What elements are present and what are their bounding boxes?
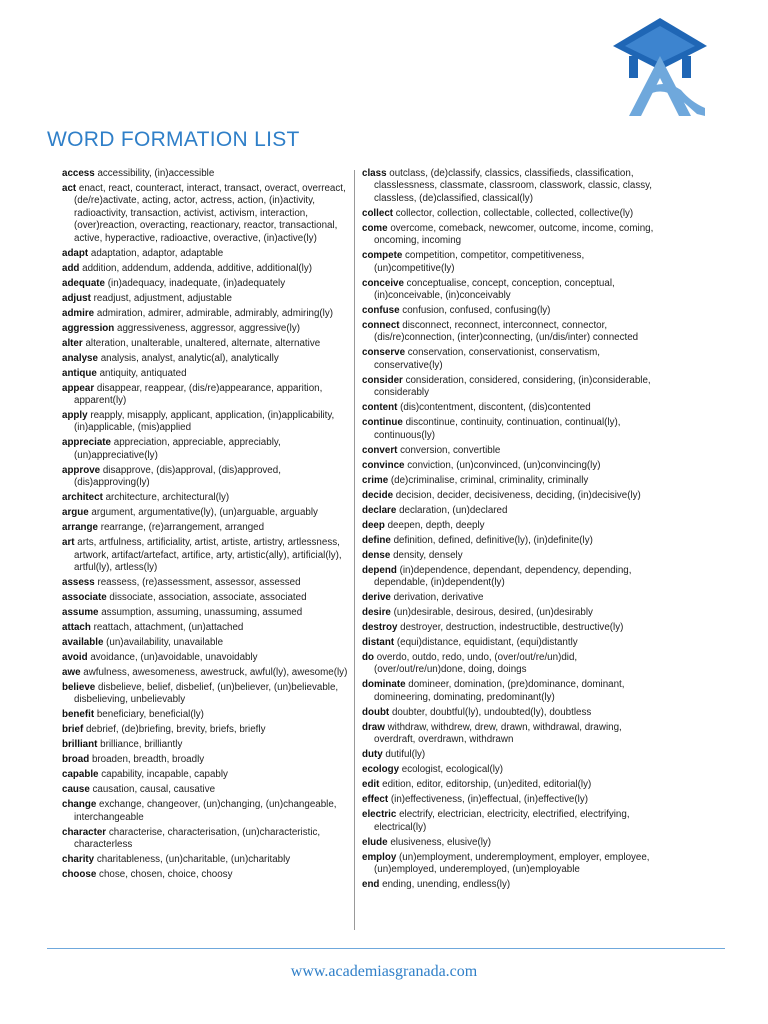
word-entry bbox=[62, 248, 349, 260]
word-forms: consideration, considered, considering, (in)considerable, considerably bbox=[374, 374, 651, 399]
headword: add bbox=[62, 262, 80, 274]
headword: electric bbox=[362, 809, 397, 821]
word-entry bbox=[362, 607, 660, 619]
headword: convince bbox=[362, 459, 405, 471]
word-forms: derivation, derivative bbox=[393, 592, 484, 604]
word-forms: arts, artfulness, artificiality, artist, artiste, artistry, artlessness, artwork, artifact/artefact, artifice, arty, artistic(ally), artificial(ly), artful(ly), artless(ly) bbox=[74, 537, 342, 574]
word-entry bbox=[62, 739, 349, 751]
word-entry bbox=[62, 410, 349, 435]
word-entry bbox=[62, 368, 349, 380]
footer-divider bbox=[47, 948, 725, 949]
word-entry bbox=[362, 305, 660, 317]
headword: cause bbox=[62, 784, 90, 796]
headword: do bbox=[362, 652, 374, 664]
word-entry bbox=[62, 492, 349, 504]
word-entry bbox=[62, 537, 349, 574]
word-forms: alteration, unalterable, unaltered, alternate, alternative bbox=[85, 337, 321, 349]
headword: declare bbox=[362, 504, 397, 516]
word-entry bbox=[62, 522, 349, 534]
word-forms: admiration, admirer, admirable, admirably, admiring(ly) bbox=[96, 307, 333, 319]
word-entry bbox=[362, 852, 660, 877]
word-forms: domineer, domination, (pre)dominance, dominant, domineering, dominating, predominant(ly) bbox=[374, 679, 625, 703]
headword: consider bbox=[362, 374, 403, 386]
headword: class bbox=[362, 168, 387, 179]
word-list-left-column bbox=[62, 168, 349, 884]
word-entry bbox=[62, 784, 349, 796]
word-forms: conservation, conservationist, conservatism, conservative(ly) bbox=[374, 347, 600, 371]
headword: desire bbox=[362, 607, 391, 619]
word-list-right-column bbox=[362, 168, 660, 894]
word-forms: electrify, electrician, electricity, electrified, electrifying, electrical(ly) bbox=[374, 809, 630, 833]
word-forms: ecologist, ecological(ly) bbox=[401, 764, 504, 776]
word-entry bbox=[362, 550, 660, 562]
headword: attach bbox=[62, 622, 91, 634]
word-entry bbox=[62, 754, 349, 766]
word-forms: debrief, (de)briefing, brevity, briefs, briefly bbox=[85, 724, 266, 736]
headword: access bbox=[62, 168, 95, 179]
word-forms: argument, argumentative(ly), (un)arguable, arguably bbox=[91, 507, 318, 519]
word-entry bbox=[362, 375, 660, 400]
word-entry bbox=[362, 278, 660, 303]
word-forms: awfulness, awesomeness, awestruck, awful(ly), awesome(ly) bbox=[83, 667, 348, 679]
headword: art bbox=[62, 537, 75, 549]
headword: avoid bbox=[62, 652, 88, 664]
word-entry bbox=[362, 505, 660, 517]
headword: assume bbox=[62, 607, 99, 619]
word-forms: (un)employment, underemployment, employer, employee, (un)employed, underemployed, (un)employable bbox=[374, 851, 650, 876]
headword: argue bbox=[62, 507, 89, 519]
word-forms: charitableness, (un)charitable, (un)charitably bbox=[96, 854, 291, 866]
word-entry bbox=[362, 707, 660, 719]
word-forms: (equi)distance, equidistant, (equi)distantly bbox=[396, 637, 578, 649]
headword: deep bbox=[362, 519, 385, 531]
word-entry bbox=[362, 460, 660, 472]
word-entry bbox=[362, 679, 660, 704]
word-forms: disappear, reappear, (dis/re)appearance, apparition, apparent(ly) bbox=[74, 382, 323, 407]
word-entry bbox=[62, 652, 349, 664]
word-forms: dissociate, association, associate, associated bbox=[109, 592, 307, 604]
word-forms: (in)dependence, dependant, dependency, depending, dependable, (in)dependent(ly) bbox=[374, 564, 632, 589]
word-forms: definition, defined, definitive(ly), (in)definite(ly) bbox=[393, 534, 593, 546]
word-forms: characterise, characterisation, (un)characteristic, characterless bbox=[74, 826, 321, 851]
word-forms: exchange, changeover, (un)changing, (un)changeable, interchangeable bbox=[74, 799, 337, 823]
headword: effect bbox=[362, 794, 389, 806]
word-forms: architecture, architectural(ly) bbox=[105, 492, 230, 504]
word-entry bbox=[62, 383, 349, 408]
word-entry bbox=[362, 347, 660, 372]
headword: end bbox=[362, 879, 380, 891]
headword: convert bbox=[362, 444, 398, 456]
word-entry bbox=[362, 779, 660, 791]
headword: conceive bbox=[362, 277, 404, 289]
headword: brief bbox=[62, 724, 84, 736]
word-forms: disapprove, (dis)approval, (dis)approved, (dis)approving(ly) bbox=[74, 464, 281, 489]
headword: crime bbox=[362, 474, 389, 486]
word-forms: readjust, adjustment, adjustable bbox=[93, 292, 232, 304]
word-entry bbox=[362, 592, 660, 604]
word-entry bbox=[362, 879, 660, 891]
headword: antique bbox=[62, 367, 97, 379]
word-entry bbox=[362, 749, 660, 761]
headword: adjust bbox=[62, 292, 91, 304]
word-entry bbox=[62, 308, 349, 320]
headword: admire bbox=[62, 307, 95, 319]
headword: draw bbox=[362, 721, 385, 733]
headword: capable bbox=[62, 769, 99, 781]
headword: broad bbox=[62, 754, 90, 766]
word-entry bbox=[362, 565, 660, 590]
word-forms: decision, decider, decisiveness, deciding, (in)decisive(ly) bbox=[395, 489, 641, 501]
word-entry bbox=[62, 577, 349, 589]
headword: associate bbox=[62, 592, 107, 604]
headword: adequate bbox=[62, 277, 106, 289]
word-entry bbox=[362, 445, 660, 457]
headword: confuse bbox=[362, 305, 400, 317]
word-forms: conviction, (un)convinced, (un)convincing(ly) bbox=[407, 459, 601, 471]
word-entry bbox=[362, 475, 660, 487]
headword: decide bbox=[362, 489, 394, 501]
word-entry bbox=[62, 592, 349, 604]
word-entry bbox=[62, 293, 349, 305]
word-entry bbox=[362, 402, 660, 414]
word-entry bbox=[362, 809, 660, 834]
word-entry bbox=[62, 437, 349, 462]
word-entry bbox=[62, 507, 349, 519]
word-entry bbox=[62, 827, 349, 852]
word-forms: (un)desirable, desirous, desired, (un)desirably bbox=[393, 607, 593, 619]
headword: elude bbox=[362, 836, 388, 848]
headword: ecology bbox=[362, 764, 400, 776]
word-entry bbox=[62, 168, 349, 180]
word-entry bbox=[362, 794, 660, 806]
headword: awe bbox=[62, 667, 81, 679]
word-forms: outclass, (de)classify, classics, classifieds, classification, classlessness, classmate, classroom, classwork, classic, classy, classless, (de)classified, classical(ly) bbox=[374, 168, 653, 204]
word-forms: competition, competitor, competitiveness, (un)competitive(ly) bbox=[374, 250, 585, 274]
word-forms: deepen, depth, deeply bbox=[387, 519, 485, 531]
word-forms: declaration, (un)declared bbox=[399, 504, 508, 516]
headword: depend bbox=[362, 564, 397, 576]
headword: collect bbox=[362, 207, 394, 219]
word-entry bbox=[362, 168, 660, 205]
word-entry bbox=[62, 263, 349, 275]
headword: change bbox=[62, 799, 97, 811]
word-entry bbox=[62, 353, 349, 365]
word-forms: destroyer, destruction, indestructible, destructive(ly) bbox=[400, 622, 624, 634]
headword: assess bbox=[62, 577, 95, 589]
word-entry bbox=[62, 338, 349, 350]
word-forms: chose, chosen, choice, choosy bbox=[99, 869, 233, 881]
word-forms: collector, collection, collectable, collected, collective(ly) bbox=[395, 207, 634, 219]
headword: duty bbox=[362, 749, 383, 761]
headword: apply bbox=[62, 410, 88, 422]
word-entry bbox=[62, 709, 349, 721]
word-entry bbox=[362, 520, 660, 532]
headword: doubt bbox=[362, 706, 390, 718]
headword: derive bbox=[362, 592, 391, 604]
word-entry bbox=[362, 250, 660, 275]
word-forms: capability, incapable, capably bbox=[101, 769, 228, 781]
word-forms: elusiveness, elusive(ly) bbox=[390, 836, 492, 848]
word-forms: overcome, comeback, newcomer, outcome, income, coming, oncoming, incoming bbox=[374, 222, 654, 247]
headword: dominate bbox=[362, 679, 406, 691]
word-entry bbox=[362, 652, 660, 677]
word-entry bbox=[362, 764, 660, 776]
headword: character bbox=[62, 826, 107, 838]
word-forms: conversion, convertible bbox=[400, 444, 501, 456]
word-entry bbox=[62, 769, 349, 781]
word-forms: broaden, breadth, broadly bbox=[91, 754, 205, 766]
word-entry bbox=[362, 208, 660, 220]
word-entry bbox=[62, 724, 349, 736]
word-forms: confusion, confused, confusing(ly) bbox=[402, 305, 551, 317]
word-entry bbox=[62, 869, 349, 881]
headword: compete bbox=[362, 250, 403, 262]
headword: employ bbox=[362, 851, 397, 863]
word-forms: disbelieve, belief, disbelief, (un)believer, (un)believable, disbelieving, unbelievably bbox=[74, 682, 339, 706]
word-forms: (in)adequacy, inadequate, (in)adequately bbox=[107, 277, 286, 289]
word-forms: discontinue, continuity, continuation, continual(ly), continuous(ly) bbox=[374, 417, 621, 441]
word-entry bbox=[62, 799, 349, 824]
headword: architect bbox=[62, 492, 103, 504]
word-forms: reapply, misapply, applicant, application, (in)applicability, (in)applicable, (mis)applied bbox=[74, 410, 335, 434]
word-forms: appreciation, appreciable, appreciably, (un)appreciative(ly) bbox=[74, 437, 281, 461]
word-forms: reassess, (re)assessment, assessor, assessed bbox=[97, 577, 301, 589]
word-entry bbox=[362, 637, 660, 649]
word-entry bbox=[362, 722, 660, 747]
word-entry bbox=[62, 622, 349, 634]
headword: adapt bbox=[62, 247, 89, 259]
word-forms: (un)availability, unavailable bbox=[106, 637, 224, 649]
word-forms: dutiful(ly) bbox=[385, 749, 426, 761]
headword: content bbox=[362, 402, 398, 414]
word-entry bbox=[362, 837, 660, 849]
headword: define bbox=[362, 534, 391, 546]
word-forms: analysis, analyst, analytic(al), analytically bbox=[100, 352, 279, 364]
word-forms: enact, react, counteract, interact, transact, overact, overreact, (de/re)activate, acting, actor, actress, action, (in)activity, radioactivity, transaction, activist, activism, interaction, (over)reaction, overacting, reactionary, reactor, transactional, active, hyperactive, radioactive, overactive, (in)active(ly) bbox=[74, 183, 346, 244]
word-forms: density, densely bbox=[393, 549, 463, 561]
word-entry bbox=[62, 667, 349, 679]
word-entry bbox=[362, 223, 660, 248]
word-forms: reattach, attachment, (un)attached bbox=[93, 622, 244, 634]
word-entry bbox=[362, 417, 660, 442]
word-entry bbox=[62, 607, 349, 619]
word-forms: assumption, assuming, unassuming, assumed bbox=[101, 607, 303, 619]
word-forms: withdraw, withdrew, drew, drawn, withdrawal, drawing, overdraft, overdrawn, withdrawn bbox=[374, 721, 622, 746]
headword: connect bbox=[362, 320, 400, 332]
word-forms: addition, addendum, addenda, additive, additional(ly) bbox=[82, 262, 313, 274]
headword: benefit bbox=[62, 709, 95, 721]
word-forms: disconnect, reconnect, interconnect, connector, (dis/re)connection, (inter)connecting, (un/dis/inter) connected bbox=[374, 320, 639, 344]
word-forms: beneficiary, beneficial(ly) bbox=[96, 709, 204, 721]
headword: edit bbox=[362, 779, 380, 791]
word-forms: ending, unending, endless(ly) bbox=[382, 879, 511, 891]
word-entry bbox=[62, 854, 349, 866]
column-divider bbox=[354, 170, 355, 930]
word-forms: avoidance, (un)avoidable, unavoidably bbox=[90, 652, 258, 664]
word-forms: overdo, outdo, redo, undo, (over/out/re/un)did, (over/out/re/un)done, doing, doings bbox=[374, 652, 578, 676]
headword: continue bbox=[362, 417, 403, 429]
word-entry bbox=[62, 637, 349, 649]
headword: arrange bbox=[62, 522, 98, 534]
word-forms: doubter, doubtful(ly), undoubted(ly), doubtless bbox=[391, 706, 592, 718]
logo-cap-tassel-left bbox=[629, 56, 638, 78]
word-entry bbox=[62, 323, 349, 335]
headword: appreciate bbox=[62, 437, 112, 449]
word-forms: rearrange, (re)arrangement, arranged bbox=[100, 522, 265, 534]
word-forms: aggressiveness, aggressor, aggressive(ly) bbox=[117, 322, 300, 334]
word-entry bbox=[62, 682, 349, 707]
headword: dense bbox=[362, 549, 391, 561]
headword: available bbox=[62, 637, 104, 649]
word-entry bbox=[62, 278, 349, 290]
word-forms: edition, editor, editorship, (un)edited, editorial(ly) bbox=[382, 779, 592, 791]
logo-cap-tassel-right bbox=[682, 56, 691, 78]
headword: alter bbox=[62, 337, 83, 349]
headword: analyse bbox=[62, 352, 98, 364]
headword: distant bbox=[362, 637, 395, 649]
headword: choose bbox=[62, 869, 97, 881]
word-entry bbox=[362, 320, 660, 345]
word-forms: (dis)contentment, discontent, (dis)contented bbox=[400, 402, 591, 414]
word-entry bbox=[362, 535, 660, 547]
headword: approve bbox=[62, 464, 101, 476]
word-forms: conceptualise, concept, conception, conceptual, (in)conceivable, (in)conceivably bbox=[374, 277, 615, 302]
headword: brilliant bbox=[62, 739, 98, 751]
headword: destroy bbox=[362, 622, 398, 634]
word-forms: accessibility, (in)accessible bbox=[97, 168, 215, 179]
word-forms: (in)effectiveness, (in)effectual, (in)effective(ly) bbox=[390, 794, 588, 806]
headword: charity bbox=[62, 854, 95, 866]
word-entry bbox=[362, 490, 660, 502]
headword: appear bbox=[62, 382, 95, 394]
word-forms: brilliance, brilliantly bbox=[100, 739, 183, 751]
word-forms: antiquity, antiquated bbox=[99, 367, 187, 379]
footer-url: www.academiasgranada.com bbox=[290, 963, 478, 980]
graduation-cap-a-logo-icon bbox=[611, 16, 709, 120]
headword: believe bbox=[62, 682, 96, 694]
word-forms: (de)criminalise, criminal, criminality, criminally bbox=[390, 474, 589, 486]
word-entry bbox=[362, 622, 660, 634]
headword: conserve bbox=[362, 347, 406, 359]
headword: aggression bbox=[62, 322, 115, 334]
word-forms: adaptation, adaptor, adaptable bbox=[90, 247, 224, 259]
word-entry bbox=[62, 465, 349, 490]
headword: come bbox=[362, 222, 388, 234]
page-title: WORD FORMATION LIST bbox=[47, 128, 300, 151]
word-entry bbox=[62, 183, 349, 245]
headword: act bbox=[62, 183, 77, 194]
word-forms: causation, causal, causative bbox=[92, 784, 216, 796]
